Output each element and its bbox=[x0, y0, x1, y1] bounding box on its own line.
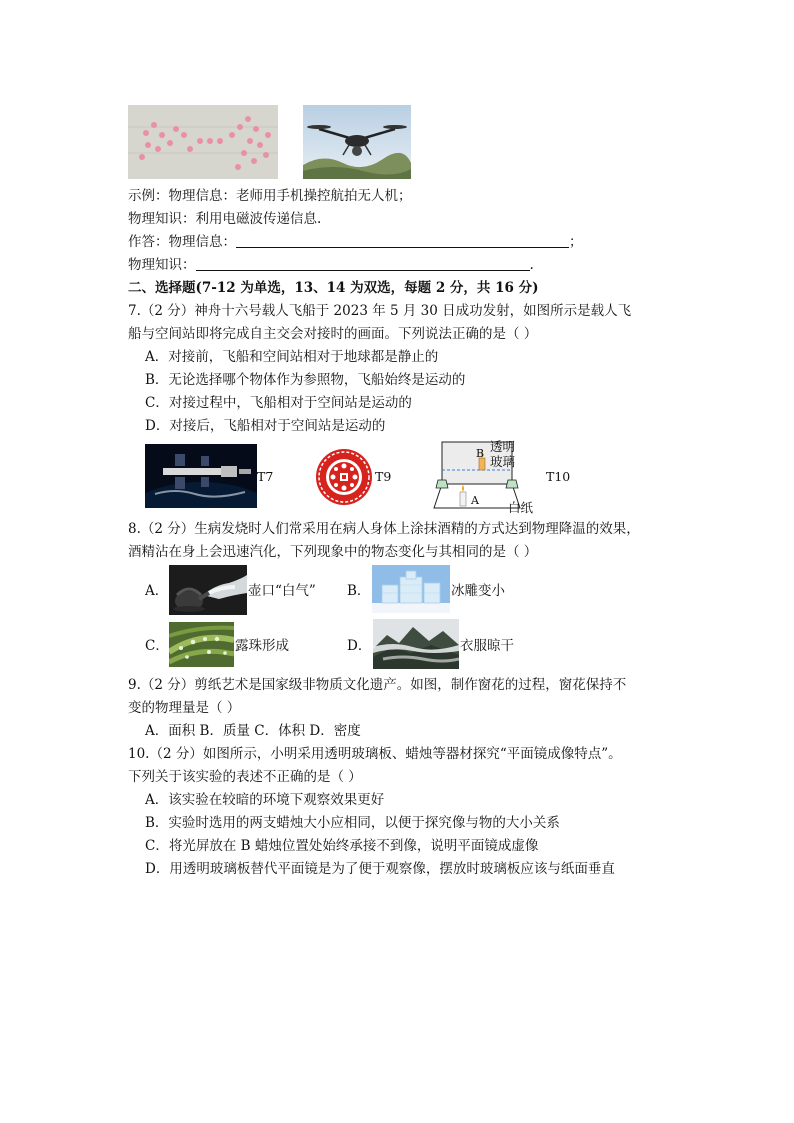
q8-option-a-text: 壶口“白气” bbox=[248, 583, 316, 599]
q9-stem-line2: 变的物理量是（ ） bbox=[128, 700, 241, 716]
flower-formation-photo bbox=[128, 105, 278, 179]
candle-b-label: B bbox=[476, 447, 485, 460]
glass-label-line1: 透明 bbox=[490, 439, 516, 454]
q10-stem-line1: 10.（2 分）如图所示，小明采用透明玻璃板、蜡烛等器材探究“平面镜成像特点”。 bbox=[128, 746, 622, 762]
q7-option-d: D．对接后，飞船相对于空间站是运动的 bbox=[145, 418, 386, 434]
q10-option-d: D．用透明玻璃板替代平面镜是为了便于观察像，摆放时玻璃板应该与纸面垂直 bbox=[145, 861, 615, 877]
figure-label-t10: T10 bbox=[546, 469, 571, 484]
q10-option-b: B．实验时选用的两支蜡烛大小应相同，以便于探究像与物的大小关系 bbox=[145, 815, 560, 831]
q8-option-d-text: 衣服晾干 bbox=[460, 638, 514, 654]
example-line: 示例：物理信息：老师用手机操控航拍无人机； bbox=[128, 188, 412, 204]
drone-photo bbox=[303, 105, 411, 179]
paper-cut-window-flower bbox=[314, 446, 374, 508]
answer-info-row bbox=[128, 233, 583, 251]
q10-option-a: A．该实验在较暗的环境下观察效果更好 bbox=[145, 792, 385, 808]
figure-label-t7: T7 bbox=[257, 469, 274, 484]
q9-stem-line1: 9.（2 分）剪纸艺术是国家级非物质文化遗产。如图，制作窗花的过程，窗花保持不 bbox=[128, 677, 627, 693]
q8-option-c-letter: C． bbox=[145, 638, 169, 654]
q9-options: A．面积 B．质量 C．体积 D．密度 bbox=[145, 723, 361, 739]
glass-label-line2: 玻璃 bbox=[490, 454, 516, 469]
q8-option-a-letter: A． bbox=[145, 583, 169, 599]
example-knowledge-line: 物理知识：利用电磁波传递信息. bbox=[128, 211, 322, 227]
q7-option-b: B．无论选择哪个物体作为参照物，飞船始终是运动的 bbox=[145, 372, 466, 388]
q8-option-b-letter: B． bbox=[347, 583, 371, 599]
answer-knowledge-row bbox=[128, 256, 534, 274]
q7-stem-line1: 7.（2 分）神舟十六号载人飞船于 2023 年 5 月 30 日成功发射，如图所示是载人飞 bbox=[128, 303, 632, 319]
kettle-steam-photo bbox=[169, 565, 247, 615]
q8-option-d-letter: D． bbox=[347, 638, 372, 654]
answer-info-end: ； bbox=[569, 234, 583, 250]
answer-knowledge-prefix: 物理知识： bbox=[128, 257, 196, 273]
spaceship-docking-photo bbox=[145, 444, 257, 508]
section2-heading: 二、选择题(7-12 为单选，13、14 为双选，每题 2 分，共 16 分) bbox=[128, 280, 539, 296]
q8-option-c-text: 露珠形成 bbox=[235, 638, 289, 654]
q10-stem-line2: 下列关于该实验的表述不正确的是（ ） bbox=[128, 769, 362, 785]
q7-stem-line2: 船与空间站即将完成自主交会对接时的画面。下列说法正确的是（ ） bbox=[128, 326, 538, 342]
mountain-mist-photo bbox=[373, 619, 459, 669]
candle-a-label: A bbox=[471, 494, 479, 507]
figure-label-t9: T9 bbox=[375, 469, 392, 484]
q7-option-c: C．对接过程中，飞船相对于空间站是运动的 bbox=[145, 395, 412, 411]
q10-option-c: C．将光屏放在 B 蜡烛位置处始终承接不到像，说明平面镜成虚像 bbox=[145, 838, 539, 854]
q8-stem-line1: 8.（2 分）生病发烧时人们常采用在病人身体上涂抹酒精的方式达到物理降温的效果， bbox=[128, 521, 640, 537]
answer-knowledge-end: . bbox=[529, 257, 534, 273]
q8-stem-line2: 酒精沾在身上会迅速汽化，下列现象中的物态变化与其相同的是（ ） bbox=[128, 544, 538, 560]
white-paper-label: 白纸 bbox=[508, 500, 534, 515]
ice-sculpture-photo bbox=[372, 565, 450, 613]
q8-option-b-text: 冰雕变小 bbox=[451, 583, 505, 599]
answer-knowledge-blank[interactable] bbox=[196, 256, 530, 271]
q7-option-a: A．对接前，飞船和空间站相对于地球都是静止的 bbox=[145, 349, 439, 365]
dew-drops-photo bbox=[169, 622, 234, 667]
answer-info-prefix: 作答：物理信息： bbox=[128, 234, 236, 250]
answer-info-blank[interactable] bbox=[236, 233, 569, 248]
